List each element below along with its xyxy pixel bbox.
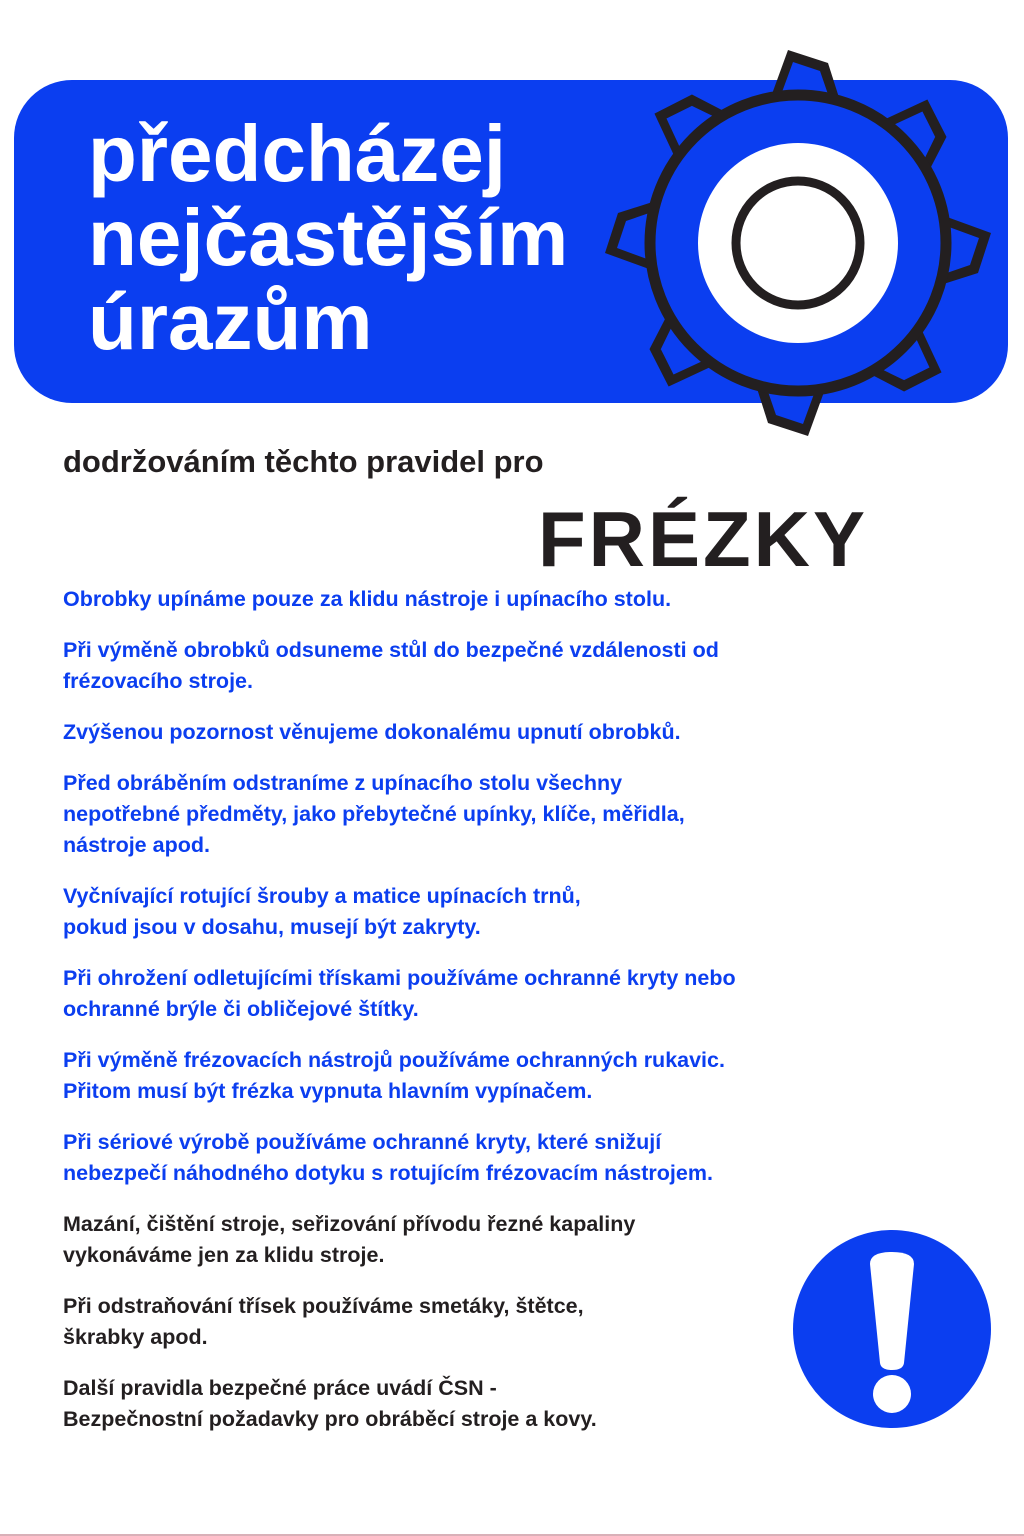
rules-list (63, 584, 823, 1455)
rule-item (63, 1127, 823, 1189)
rule-line: nebezpečí náhodného dotyku s rotujícím frézovacím nástrojem. (63, 1161, 713, 1185)
rule-line: Při sériové výrobě používáme ochranné kryty, které snižují (63, 1130, 662, 1154)
rule-line: pokud jsou v dosahu, musejí být zakryty. (63, 915, 481, 939)
rule-item (63, 1373, 823, 1435)
rule-line: Zvýšenou pozornost věnujeme dokonalému upnutí obrobků. (63, 720, 681, 744)
rule-item (63, 584, 823, 615)
rule-item (63, 963, 823, 1025)
rule-line: frézovacího stroje. (63, 669, 253, 693)
title-line: předcházej (88, 109, 506, 198)
title-line: úrazům (88, 277, 373, 366)
rule-line: Další pravidla bezpečné práce uvádí ČSN - (63, 1376, 497, 1400)
milling-cutter-icon (600, 50, 1000, 440)
rule-line: Při výměně frézovacích nástrojů používáme ochranných rukavic. (63, 1048, 725, 1072)
rule-line: vykonáváme jen za klidu stroje. (63, 1243, 385, 1267)
machine-name: FRÉZKY (538, 495, 868, 583)
rule-line: ochranné brýle či obličejové štítky. (63, 997, 419, 1021)
rule-item (63, 1291, 823, 1353)
rule-line: škrabky apod. (63, 1325, 208, 1349)
rule-line: nástroje apod. (63, 833, 210, 857)
exclamation-mark-icon (793, 1230, 991, 1428)
page-title (88, 109, 569, 366)
rule-line: Bezpečnostní požadavky pro obráběcí stroje a kovy. (63, 1407, 597, 1431)
rule-line: Obrobky upínáme pouze za klidu nástroje i upínacího stolu. (63, 587, 672, 611)
rule-item (63, 881, 823, 943)
rule-line: Vyčnívající rotující šrouby a matice upínacích trnů, (63, 884, 581, 908)
rule-line: Při odstraňování třísek používáme smetáky, štětce, (63, 1294, 584, 1318)
rule-item (63, 635, 823, 697)
rule-line: Při ohrožení odletujícími třískami používáme ochranné kryty nebo (63, 966, 736, 990)
rule-item (63, 1045, 823, 1107)
cutter-hub (698, 143, 898, 343)
rule-item (63, 717, 823, 748)
rule-line: nepotřebné předměty, jako přebytečné upínky, klíče, měřidla, (63, 802, 685, 826)
rule-line: Mazání, čištění stroje, seřizování přívodu řezné kapaliny (63, 1212, 636, 1236)
title-line: nejčastějším (88, 193, 569, 282)
rule-item (63, 768, 823, 861)
rule-item (63, 1209, 823, 1271)
rule-line: Při výměně obrobků odsuneme stůl do bezpečné vzdálenosti od (63, 638, 719, 662)
rule-line: Před obráběním odstraníme z upínacího stolu všechny (63, 771, 623, 795)
rule-line: Přitom musí být frézka vypnuta hlavním vypínačem. (63, 1079, 593, 1103)
subtitle: dodržováním těchto pravidel pro (63, 444, 544, 479)
